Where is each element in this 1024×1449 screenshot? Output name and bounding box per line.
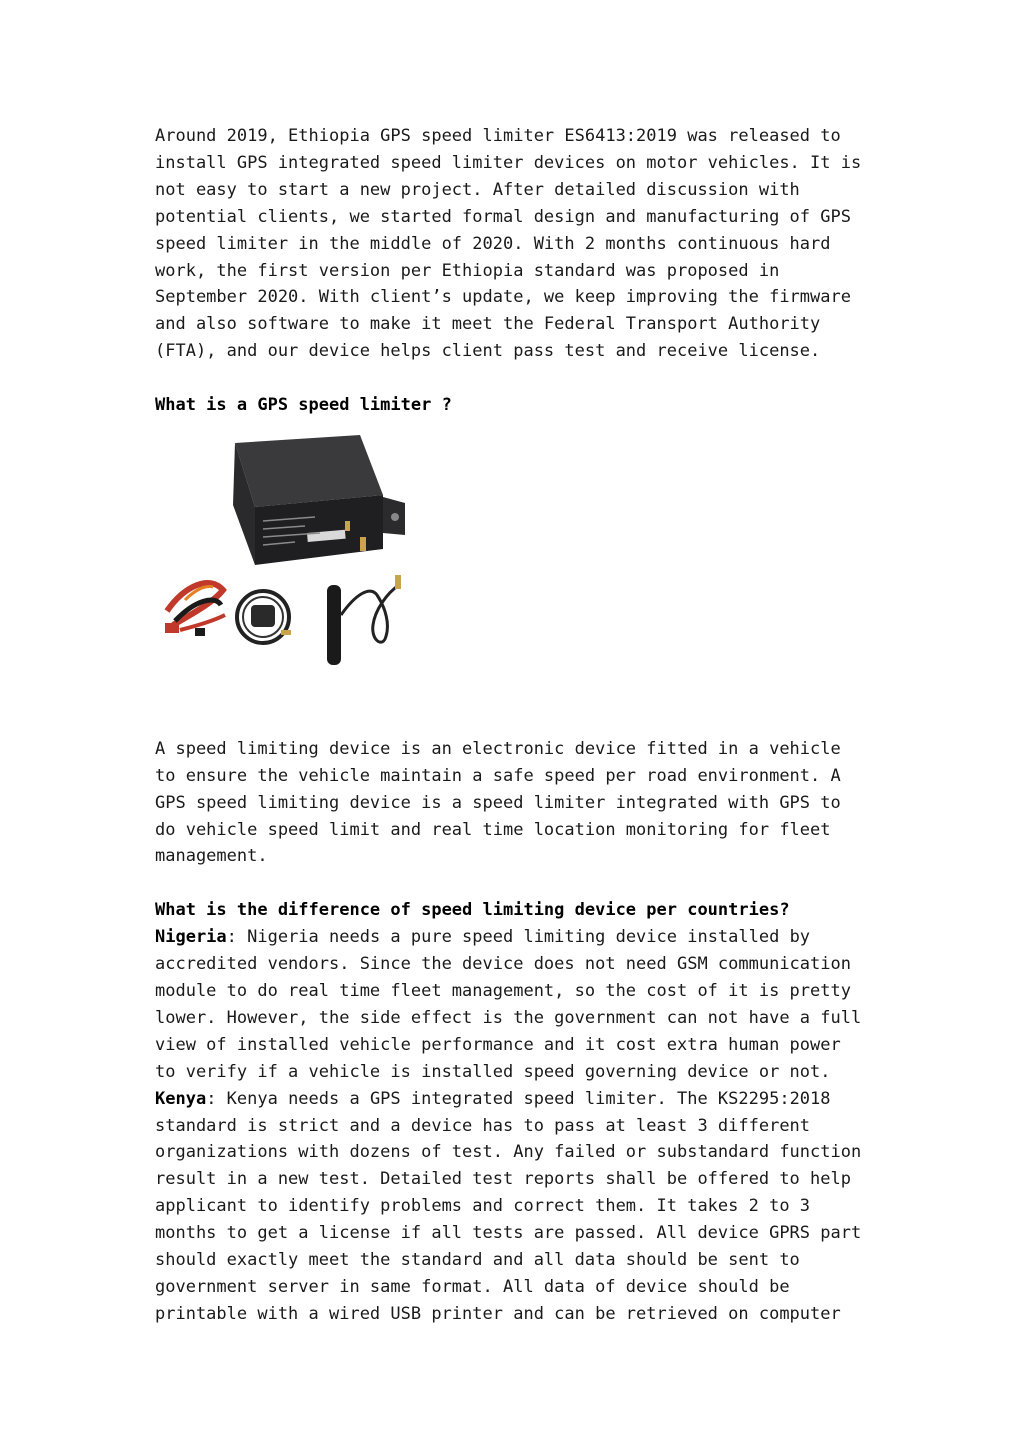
product-photo bbox=[155, 425, 415, 675]
intro-paragraph: Around 2019, Ethiopia GPS speed limiter ES6413:2019 was released to install GPS integrated speed limiter devices on motor vehicles. It is not easy to start a new project. After detailed discussion with potential clients, we started formal design and manufacturing of GPS speed limiter in the middle of 2020. With 2 months continuous hard work, the first version per Ethiopia standard was proposed in September 2020. With client’s update, we keep improving the firmware and also software to make it meet the Federal Transport Authority (FTA), and our device helps client pass test and receive license. bbox=[155, 126, 862, 362]
nigeria-label: Nigeria bbox=[155, 927, 227, 948]
spacer bbox=[155, 870, 875, 897]
gps-antenna-icon bbox=[237, 591, 291, 643]
nigeria-paragraph bbox=[155, 924, 875, 1085]
kenya-paragraph bbox=[155, 1086, 875, 1328]
kenya-text: : Kenya needs a GPS integrated speed limiter. The KS2295:2018 standard is strict and a device has to pass at least 3 different organizations with dozens of test. Any failed or substandard function result in a new test. Detailed test reports shall be offered to help applicant to identify problems and correct them. It takes 2 to 3 months to get a license if all tests are passed. All device GPRS part should exactly meet the standard and all data should be sent to government server in same format. All data of device should be printable with a wired USB printer and can be retrieved on computer bbox=[155, 1088, 862, 1324]
nigeria-text: : Nigeria needs a pure speed limiting device installed by accredited vendors. Since the device does not need GSM communication module to do real time fleet management, so the cost of it is pretty lower. However, the side effect is the government can not have a full view of installed vehicle performance and it cost extra human power to verify if a vehicle is installed speed governing device or not. bbox=[155, 927, 862, 1082]
document-page bbox=[155, 123, 875, 1328]
spacer bbox=[155, 709, 875, 736]
heading-difference-per-countries: What is the difference of speed limiting device per countries? bbox=[155, 900, 790, 921]
definition-paragraph: A speed limiting device is an electronic device fitted in a vehicle to ensure the vehicle maintain a safe speed per road environment. A GPS speed limiting device is a speed limiter integrated with GPS to do vehicle speed limit and real time location monitoring for fleet management. bbox=[155, 738, 841, 867]
heading-what-is-gps-speed-limiter: What is a GPS speed limiter ? bbox=[155, 395, 452, 416]
device-box-icon bbox=[233, 435, 405, 565]
gsm-antenna-icon bbox=[327, 575, 401, 665]
spacer bbox=[155, 365, 875, 392]
kenya-label: Kenya bbox=[155, 1088, 207, 1109]
wiring-harness-icon bbox=[165, 583, 225, 636]
